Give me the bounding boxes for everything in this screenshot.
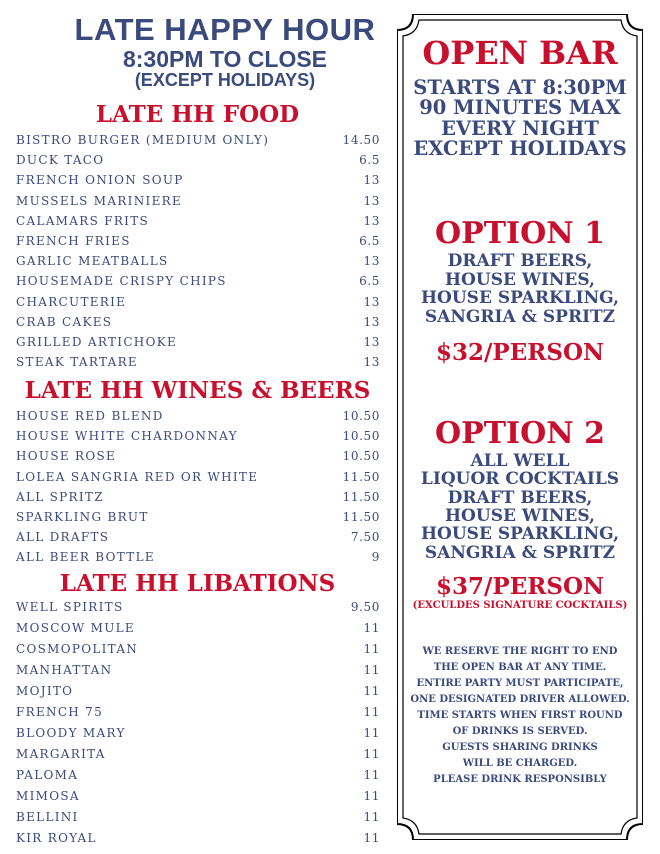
menu-item-name: WELL SPIRITS [16, 600, 124, 614]
menu-item [16, 747, 380, 768]
menu-item-name: MOSCOW MULE [16, 621, 135, 635]
text-line: WILL BE CHARGED. [462, 758, 578, 769]
menu-item [16, 335, 380, 355]
menu-item-name: COSMOPOLITAN [16, 642, 139, 656]
menu-item [16, 789, 380, 810]
wines-beers-list [16, 409, 380, 571]
menu-item-price: 6.5 [359, 274, 380, 289]
menu-item [16, 133, 380, 153]
menu-item-price: 11.50 [342, 509, 380, 524]
option-2-exclusion-note: (EXCULDES SIGNATURE COCKTAILS) [412, 600, 628, 611]
menu-item-name: ALL BEER BOTTLE [16, 550, 155, 565]
menu-item-price: 10.50 [342, 429, 380, 444]
menu-item [16, 470, 380, 490]
menu-item-name: FRENCH ONION SOUP [16, 173, 184, 188]
menu-item [16, 621, 380, 642]
menu-item-name: MIMOSA [16, 789, 80, 803]
text-line: HOUSE WINES, [445, 506, 595, 527]
menu-item-price: 6.5 [359, 153, 380, 168]
menu-item [16, 355, 380, 375]
option-2-title: OPTION 2 [435, 416, 605, 451]
menu-item [16, 295, 380, 315]
menu-item-name: BISTRO BURGER (MEDIUM ONLY) [16, 133, 270, 147]
option-2-price: $37/PERSON [435, 573, 605, 600]
menu-item-name: MARGARITA [16, 747, 106, 761]
menu-item-price: 13 [363, 294, 380, 309]
open-bar-policy [397, 644, 643, 788]
menu-item-price: 11 [363, 831, 380, 845]
text-line: WE RESERVE THE RIGHT TO END [422, 646, 618, 657]
menu-item-price: 11 [363, 642, 380, 656]
text-line: ONE DESIGNATED DRIVER ALLOWED. [410, 694, 630, 705]
menu-item [16, 429, 380, 449]
menu-item [16, 153, 380, 173]
menu-item-name: ALL DRAFTS [16, 530, 110, 545]
menu-item [16, 173, 380, 193]
menu-item-price: 11 [363, 621, 380, 635]
menu-item [16, 705, 380, 726]
libations-heading: LATE HH LIBATIONS [59, 570, 336, 597]
menu-item [16, 831, 380, 852]
menu-item [16, 810, 380, 831]
food-heading: LATE HH FOOD [95, 101, 300, 128]
menu-item [16, 550, 380, 570]
holiday-note: (EXCEPT HOLIDAYS) [134, 70, 316, 90]
menu-item-price: 13 [363, 314, 380, 329]
text-line: PLEASE DRINK RESPONSIBLY [433, 774, 607, 785]
menu-item-price: 13 [363, 193, 380, 208]
menu-item-name: DUCK TACO [16, 153, 105, 168]
menu-item [16, 409, 380, 429]
menu-item-name: FRENCH FRIES [16, 233, 131, 248]
text-line: GUESTS SHARING DRINKS [442, 742, 598, 753]
text-line: 90 MINUTES MAX [419, 96, 621, 120]
menu-item [16, 726, 380, 747]
menu-item-name: PALOMA [16, 768, 79, 782]
menu-item-name: HOUSEMADE CRISPY CHIPS [16, 274, 227, 289]
libations-list [16, 600, 380, 852]
menu-item [16, 315, 380, 335]
text-line: HOUSE WINES, [445, 269, 595, 290]
menu-item-price: 11 [363, 663, 380, 677]
text-line: SANGRIA & SPRITZ [424, 307, 616, 328]
menu-item-name: GARLIC MEATBALLS [16, 254, 169, 269]
menu-item [16, 234, 380, 254]
menu-item-price: 6.5 [359, 233, 380, 248]
text-line: EXCEPT HOLIDAYS [413, 137, 627, 161]
menu-item-price: 11 [363, 768, 380, 782]
menu-item-price: 13 [363, 173, 380, 188]
menu-item-name: KIR ROYAL [16, 831, 97, 845]
menu-item-price: 11 [363, 810, 380, 824]
menu-item-name: GRILLED ARTICHOKE [16, 334, 178, 349]
menu-item-price: 13 [363, 355, 380, 370]
menu-item-price: 10.50 [342, 449, 380, 464]
text-line: SANGRIA & SPRITZ [424, 542, 616, 563]
text-line: DRAFT BEERS, [447, 487, 593, 508]
menu-item-name: HOUSE ROSE [16, 449, 117, 464]
menu-item-name: MOJITO [16, 684, 74, 698]
option-1-details [397, 252, 643, 327]
menu-item-name: MANHATTAN [16, 663, 113, 677]
food-list [16, 133, 380, 375]
menu-item [16, 449, 380, 469]
menu-item-price: 14.50 [342, 133, 380, 147]
menu-item [16, 530, 380, 550]
menu-item [16, 194, 380, 214]
menu-item-name: ALL SPRITZ [16, 489, 104, 504]
menu-item-price: 11 [363, 789, 380, 803]
menu-item-price: 11 [363, 726, 380, 740]
menu-item-price: 7.50 [350, 530, 380, 545]
text-line: THE OPEN BAR AT ANY TIME. [433, 662, 607, 673]
menu-item-name: HOUSE RED BLEND [16, 409, 164, 423]
option-1-price: $32/PERSON [435, 339, 605, 366]
open-bar-title: OPEN BAR [422, 34, 618, 72]
text-line: TIME STARTS WHEN FIRST ROUND [417, 710, 623, 721]
menu-item-name: MUSSELS MARINIERE [16, 193, 183, 208]
menu-item-name: LOLEA SANGRIA RED OR WHITE [16, 469, 259, 484]
menu-item-name: SPARKLING BRUT [16, 509, 149, 524]
menu-item-price: 13 [363, 254, 380, 269]
text-line: HOUSE SPARKLING, [420, 524, 620, 545]
menu-item-price: 11.50 [342, 489, 380, 504]
text-line: ALL WELL [470, 451, 570, 471]
wines-beers-heading: LATE HH WINES & BEERS [24, 377, 371, 404]
menu-item-price: 13 [363, 334, 380, 349]
menu-item-name: BELLINI [16, 810, 79, 824]
menu-item [16, 274, 380, 294]
menu-item-name: HOUSE WHITE CHARDONNAY [16, 429, 238, 444]
page-title: LATE HAPPY HOUR [74, 12, 376, 47]
text-line: STARTS AT 8:30PM [413, 76, 627, 99]
menu-item [16, 642, 380, 663]
menu-item-price: 11 [363, 684, 380, 698]
menu-item [16, 684, 380, 705]
menu-item [16, 510, 380, 530]
menu-item-name: CALAMARS FRITS [16, 213, 150, 228]
menu-item [16, 768, 380, 789]
menu-item [16, 490, 380, 510]
menu-item [16, 600, 380, 621]
text-line: EVERY NIGHT [441, 116, 599, 140]
menu-item-price: 11 [363, 747, 380, 761]
hours-subtitle: 8:30PM TO CLOSE [122, 46, 328, 72]
menu-item-name: BLOODY MARY [16, 726, 126, 740]
menu-item-name: FRENCH 75 [16, 705, 104, 719]
text-line: HOUSE SPARKLING, [420, 288, 620, 309]
menu-item-name: STEAK TARTARE [16, 355, 138, 370]
menu-item [16, 254, 380, 274]
open-bar-details [397, 78, 643, 160]
text-line: OF DRINKS IS SERVED. [452, 726, 588, 737]
menu-item-price: 9 [371, 550, 380, 565]
text-line: DRAFT BEERS, [447, 251, 593, 271]
menu-item-price: 11 [363, 705, 380, 719]
menu-item-price: 9.50 [350, 600, 380, 614]
menu-item [16, 214, 380, 234]
menu-item-price: 10.50 [342, 409, 380, 423]
menu-item-name: CHARCUTERIE [16, 294, 127, 309]
option-2-details [397, 452, 643, 562]
text-line: ENTIRE PARTY MUST PARTICIPATE, [416, 678, 624, 689]
text-line: LIQUOR COCKTAILS [420, 469, 620, 490]
menu-item-price: 13 [363, 213, 380, 228]
option-1-title: OPTION 1 [435, 216, 605, 251]
menu-item-name: CRAB CAKES [16, 314, 113, 329]
menu-item [16, 663, 380, 684]
menu-item-price: 11.50 [342, 469, 380, 484]
